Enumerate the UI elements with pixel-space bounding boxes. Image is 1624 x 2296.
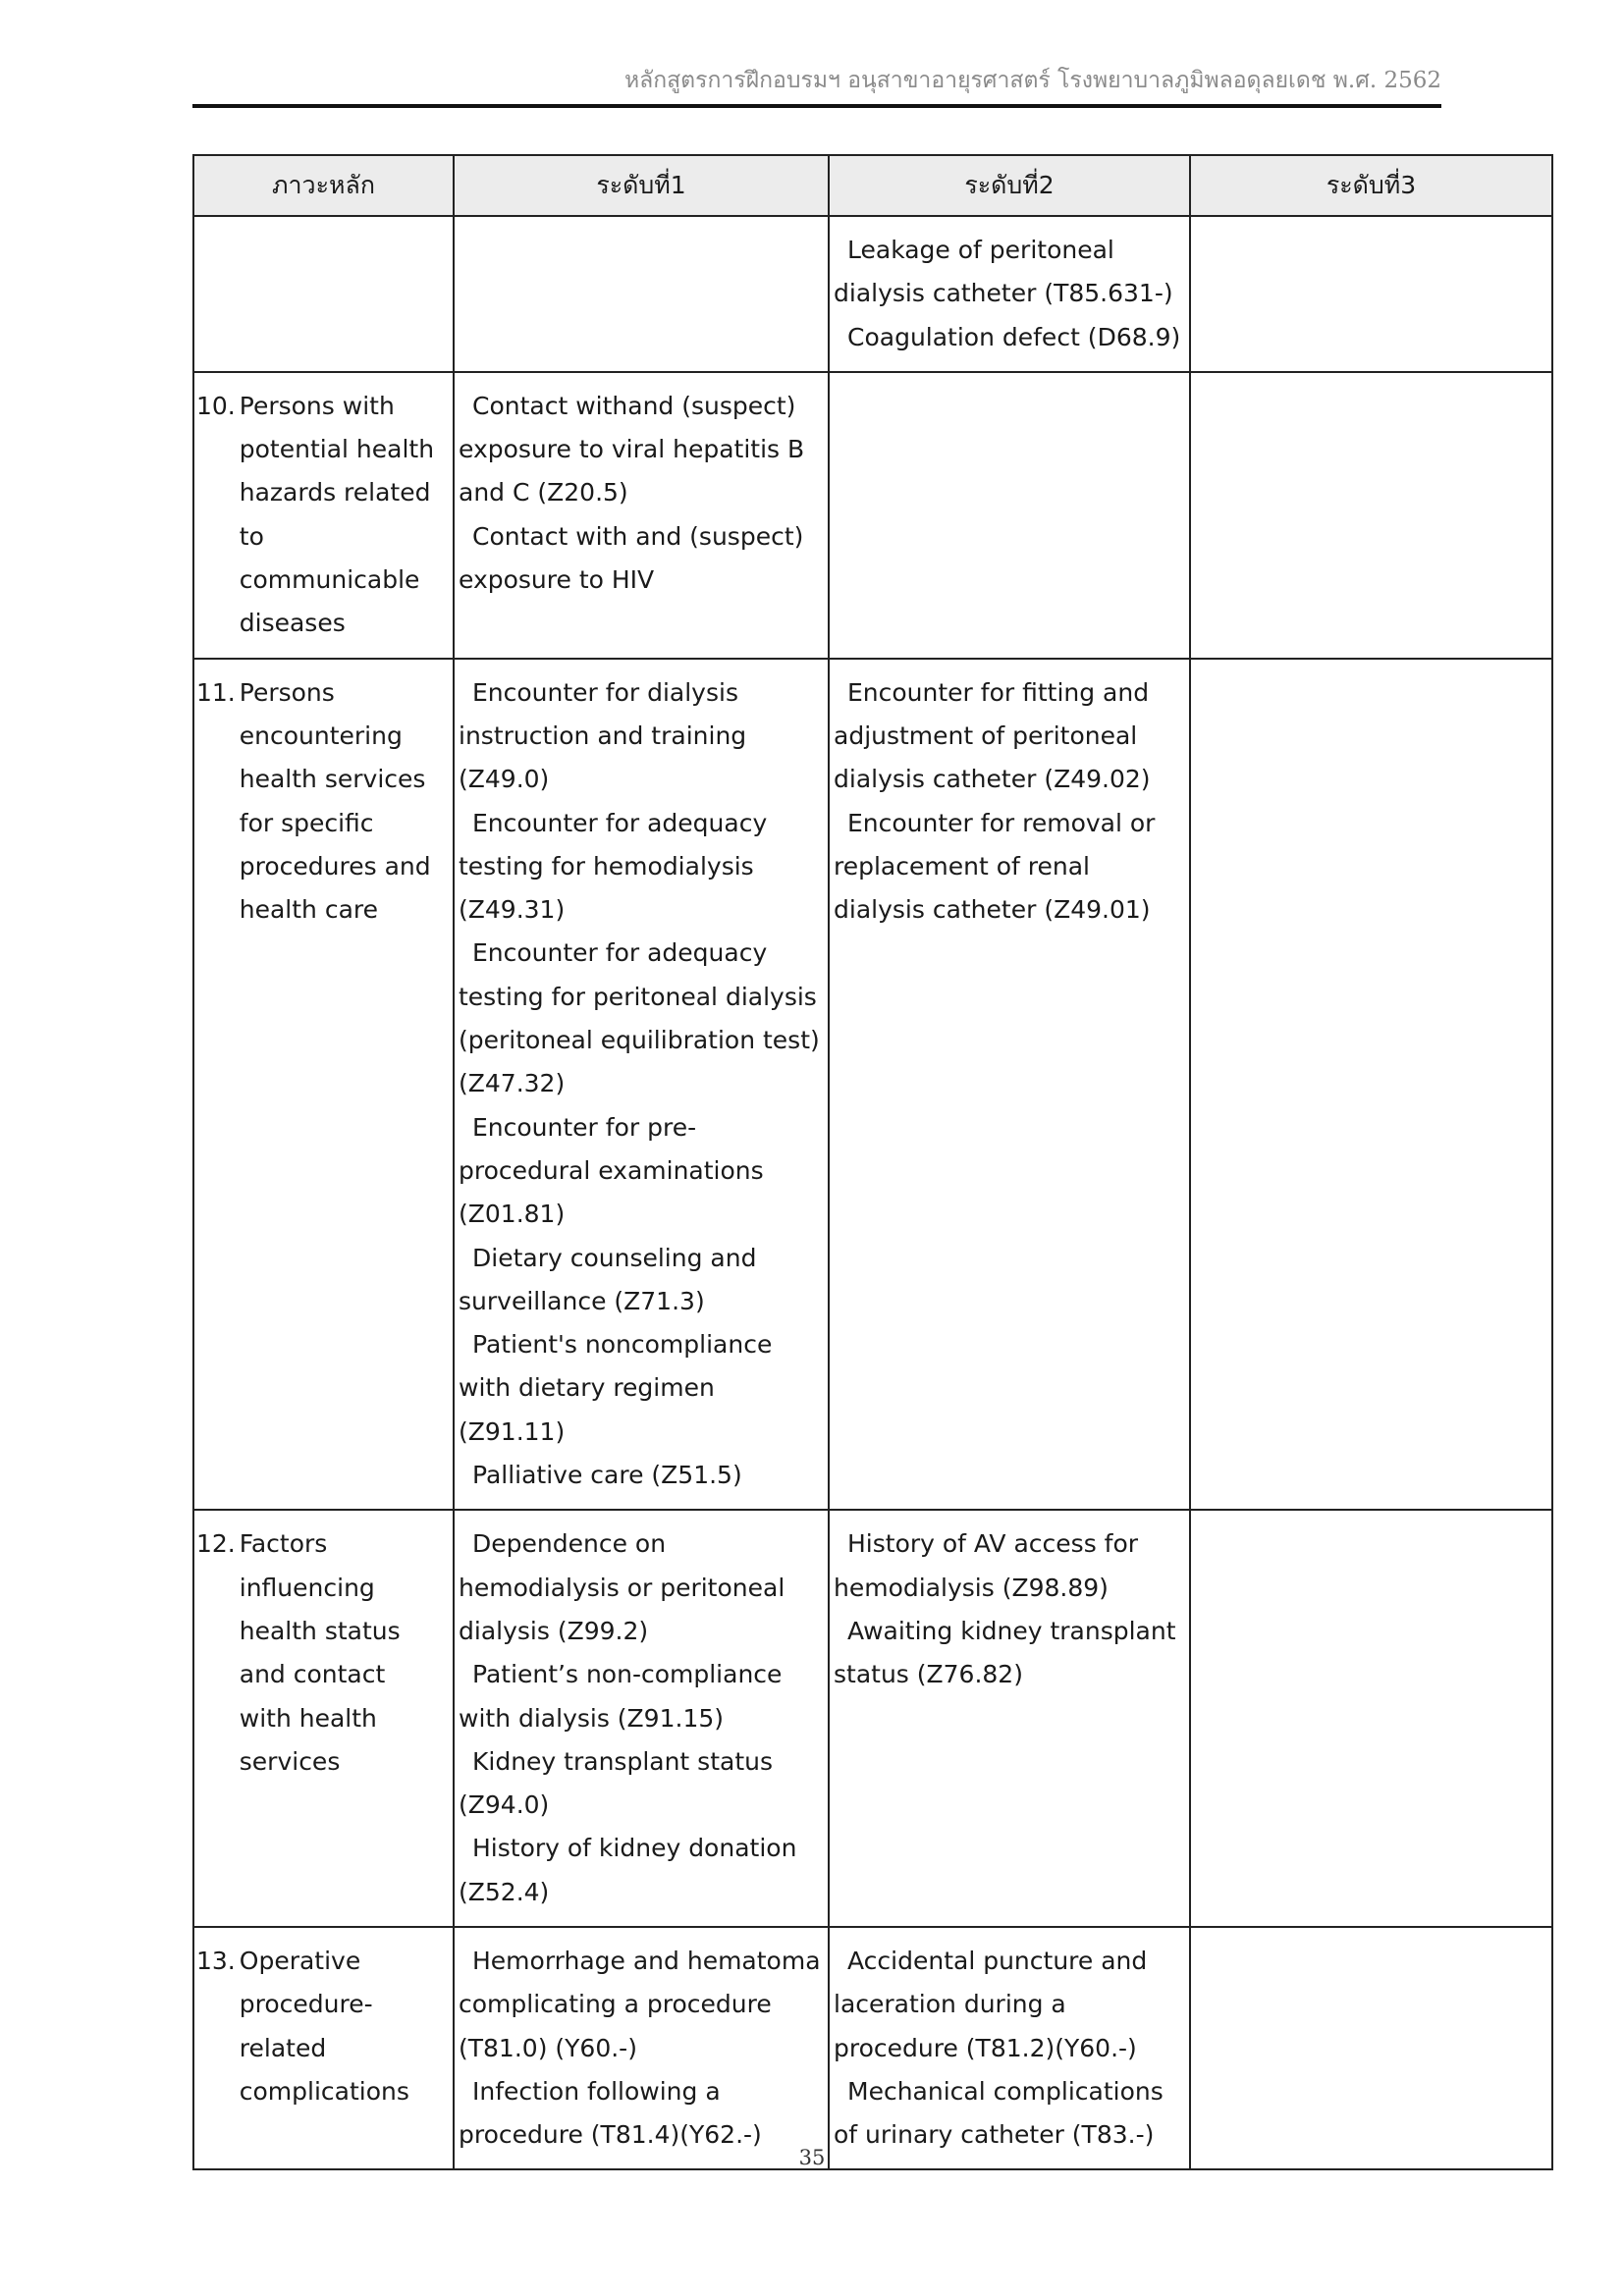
page-number: 35: [798, 2146, 826, 2169]
main-condition-cell: [193, 1510, 454, 1927]
table-body: [193, 216, 1552, 2169]
table-row: [193, 1510, 1552, 1927]
level-1-cell: [454, 1927, 829, 2169]
column-header-level-3: ระดับที่3: [1190, 155, 1552, 216]
level-3-cell: [1190, 216, 1552, 372]
level-3-cell: [1190, 1510, 1552, 1927]
condition-item: Infection following a procedure (T81.4)(Y62.-): [459, 2076, 762, 2150]
condition-item: Contact withand (suspect) exposure to viral hepatitis B and C (Z20.5): [459, 391, 805, 507]
level-1-cell: [454, 216, 829, 372]
condition-item: Patient’s non-compliance with dialysis (Z91.15): [459, 1660, 783, 1733]
level-1-cell: [454, 372, 829, 659]
table-row: [193, 1927, 1552, 2169]
condition-item: History of AV access for hemodialysis (Z98.89): [834, 1529, 1139, 1602]
table-header-row: [193, 155, 1552, 216]
main-condition-cell: [193, 1927, 454, 2169]
topic-number: 10.: [196, 391, 236, 420]
level-2-cell: [829, 1927, 1190, 2169]
condition-item: Mechanical complications of urinary catheter (T83.-): [834, 2076, 1164, 2150]
condition-item: Contact with and (suspect) exposure to HIV: [459, 521, 804, 595]
table-header: [193, 155, 1552, 216]
condition-item: Encounter for fitting and adjustment of peritoneal dialysis catheter (Z49.02): [834, 677, 1151, 794]
table-row: [193, 372, 1552, 659]
main-condition-cell: [193, 659, 454, 1511]
table-row: [193, 659, 1552, 1511]
topic-number: 11.: [196, 677, 236, 707]
condition-item: Awaiting kidney transplant status (Z76.82): [834, 1616, 1176, 1689]
condition-item: Accidental puncture and laceration during a procedure (T81.2)(Y60.-): [834, 1946, 1148, 2062]
condition-item: Coagulation defect (D68.9): [847, 322, 1181, 351]
condition-item: History of kidney donation (Z52.4): [459, 1834, 797, 1906]
condition-item: Hemorrhage and hematoma complicating a procedure (T81.0) (Y60.-): [459, 1946, 821, 2062]
level-2-cell: [829, 372, 1190, 659]
level-3-cell: [1190, 659, 1552, 1511]
main-condition-cell: [193, 372, 454, 659]
running-header: หลักสูตรการฝึกอบรมฯ อนุสาขาอายุรศาสตร์ โรงพยาบาลภูมิพลอดุลยเดช พ.ศ. 2562: [623, 68, 1441, 93]
column-header-main-condition: ภาวะหลัก: [193, 155, 454, 216]
condition-item: Encounter for dialysis instruction and training (Z49.0): [459, 677, 747, 794]
topic-label: Operative procedure-related complications: [239, 1946, 409, 2106]
condition-item: Dietary counseling and surveillance (Z71.3): [459, 1243, 757, 1315]
level-1-cell: [454, 659, 829, 1511]
condition-item: Dependence on hemodialysis or peritoneal dialysis (Z99.2): [459, 1529, 785, 1645]
condition-item: Encounter for removal or replacement of renal dialysis catheter (Z49.01): [834, 808, 1156, 925]
condition-item: Patient's noncompliance with dietary regimen (Z91.11): [459, 1330, 773, 1446]
condition-item: Leakage of peritoneal dialysis catheter (T85.631-): [834, 236, 1173, 308]
level-2-cell: [829, 216, 1190, 372]
column-header-level-1: ระดับที่1: [454, 155, 829, 216]
table-row: [193, 216, 1552, 372]
topic-label: Factors influencing health status and contact with health services: [239, 1529, 401, 1776]
main-condition-cell: [193, 216, 454, 372]
condition-item: Kidney transplant status (Z94.0): [459, 1746, 773, 1820]
topic-label: Persons encountering health services for specific procedures and health care: [239, 677, 431, 925]
column-header-level-2: ระดับที่2: [829, 155, 1190, 216]
curriculum-table: [192, 154, 1553, 2170]
level-3-cell: [1190, 1927, 1552, 2169]
condition-item: Encounter for adequacy testing for hemodialysis (Z49.31): [459, 808, 768, 925]
level-3-cell: [1190, 372, 1552, 659]
topic-number: 13.: [196, 1946, 236, 1975]
level-2-cell: [829, 659, 1190, 1511]
header-rule: [192, 104, 1441, 108]
topic-label: Persons with potential health hazards related to communicable diseases: [239, 391, 435, 638]
condition-item: Encounter for pre-procedural examinations (Z01.81): [459, 1112, 764, 1229]
level-2-cell: [829, 1510, 1190, 1927]
condition-item: Encounter for adequacy testing for peritoneal dialysis (peritoneal equilibration test) (Z47.32): [459, 938, 820, 1098]
condition-item: Palliative care (Z51.5): [472, 1461, 742, 1490]
topic-number: 12.: [196, 1529, 236, 1559]
level-1-cell: [454, 1510, 829, 1927]
